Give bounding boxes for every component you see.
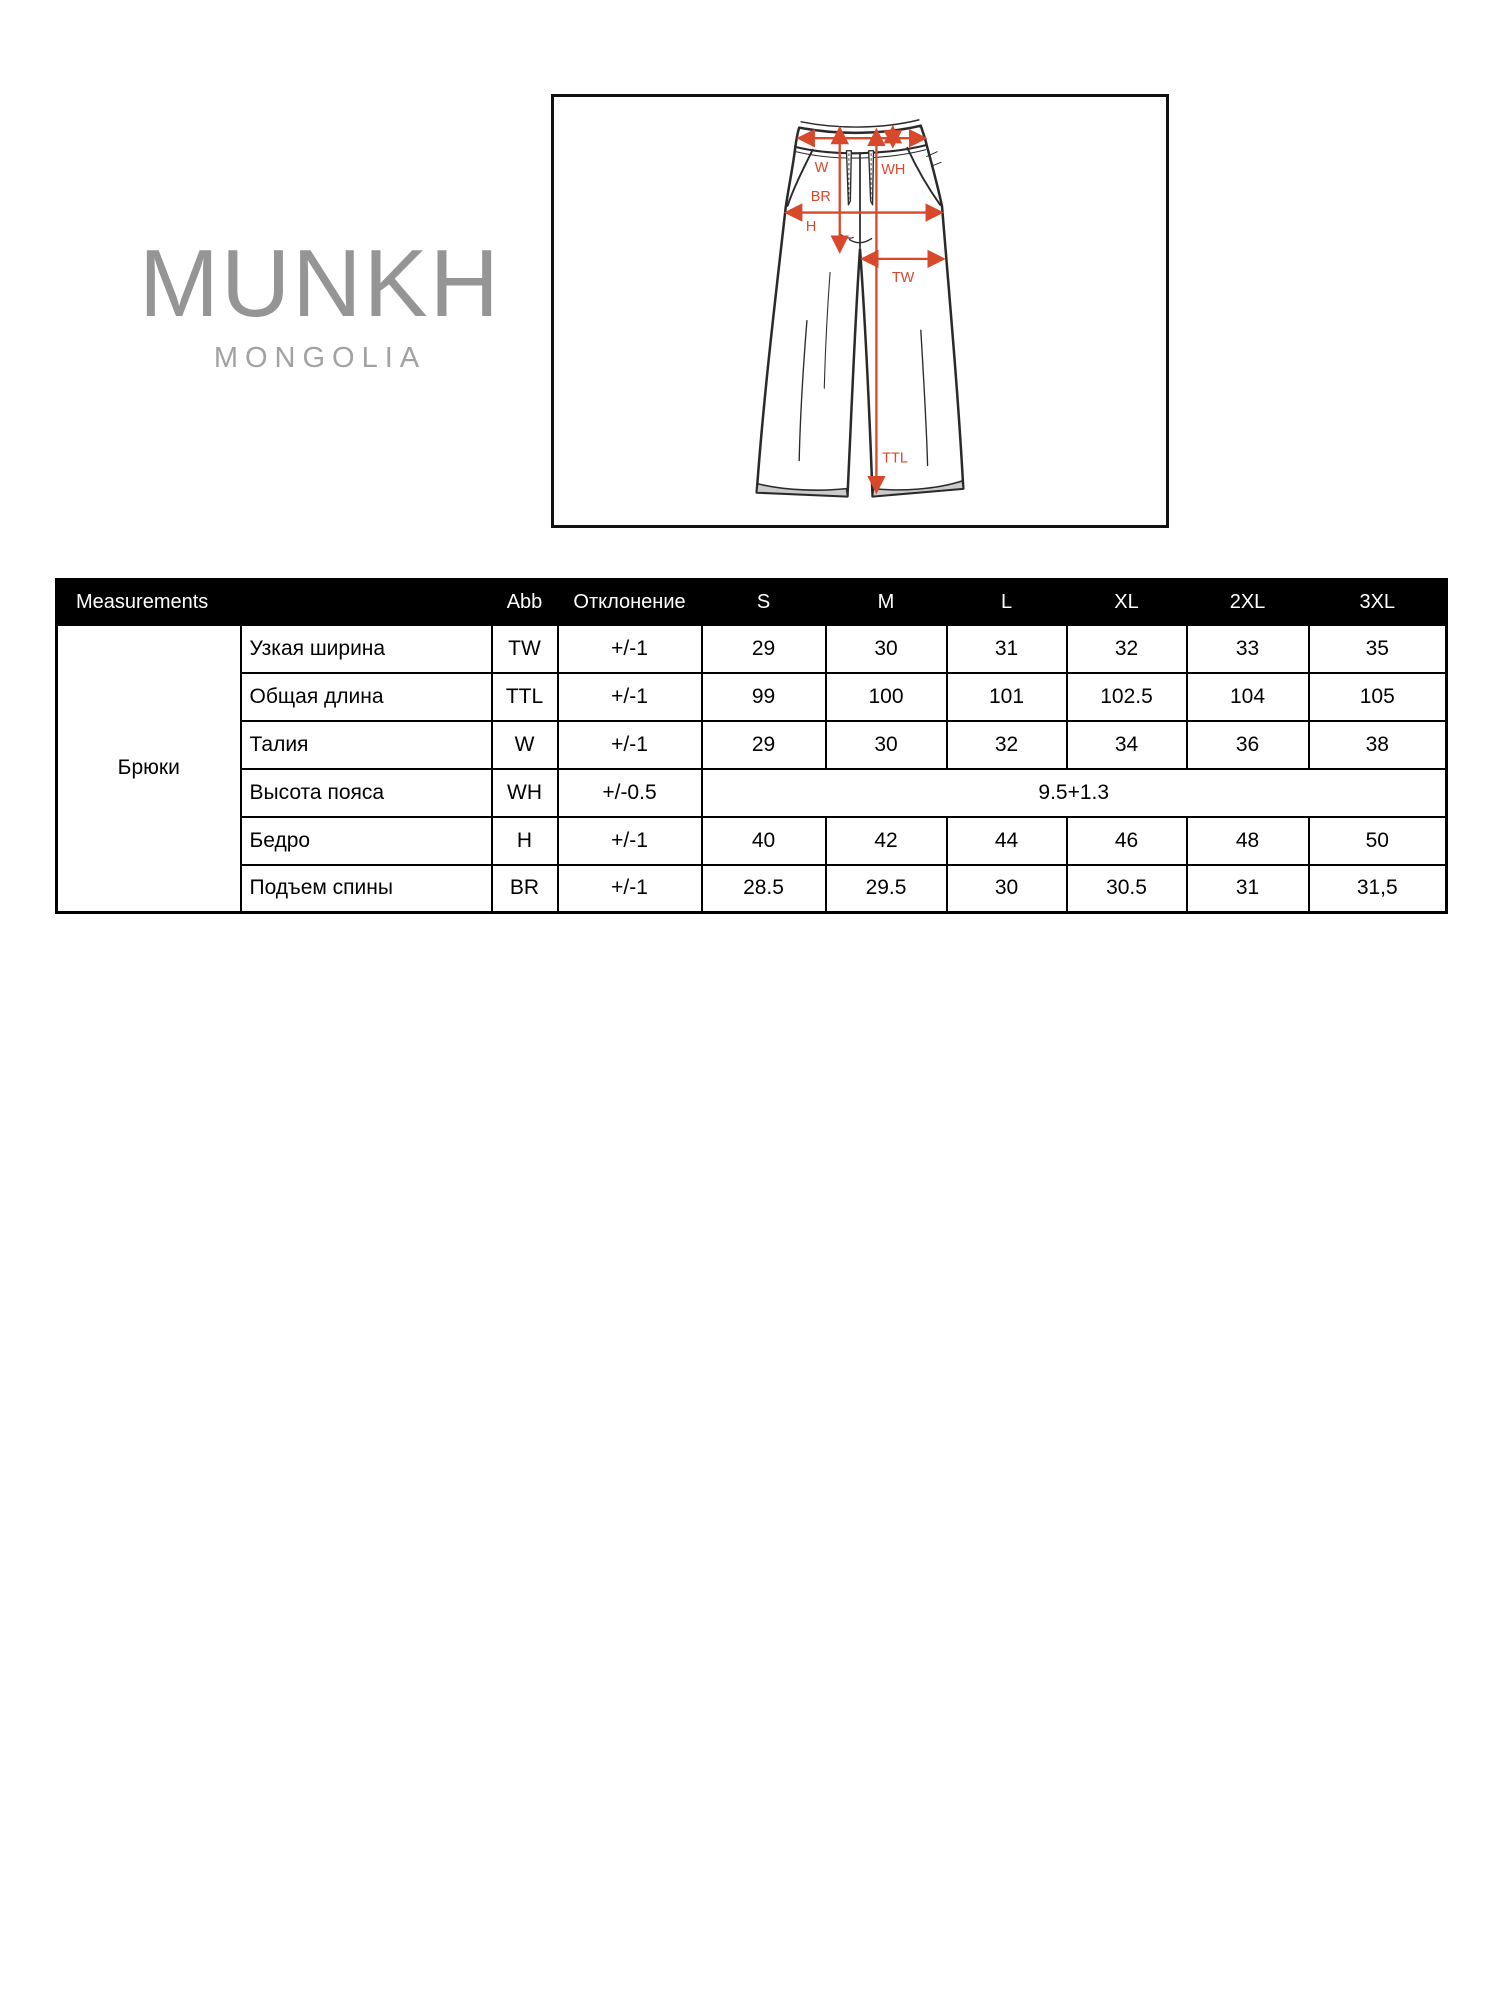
table-row [57,673,1447,721]
value-cell-2xl: 48 [1187,817,1309,865]
label-br: BR [810,188,831,205]
value-cell-l: 101 [947,673,1067,721]
value-cell-m: 30 [826,721,947,769]
header-size-m: M [826,580,947,625]
merged-value-cell: 9.5+1.3 [702,769,1447,817]
value-cell-2xl: 104 [1187,673,1309,721]
table-row [57,625,1447,673]
value-cell-xl: 102.5 [1067,673,1187,721]
deviation-cell: +/-1 [558,817,702,865]
value-cell-2xl: 33 [1187,625,1309,673]
measurement-name-cell: Узкая ширина [241,625,492,673]
value-cell-s: 40 [702,817,826,865]
abb-cell: H [492,817,558,865]
header-size-l: L [947,580,1067,625]
label-h: H [805,218,817,235]
abb-cell: TW [492,625,558,673]
brand-name: MUNKH [139,230,501,337]
pants-outline [757,120,964,496]
value-cell-l: 44 [947,817,1067,865]
pants-diagram-box [551,94,1169,528]
measurement-name-cell: Бедро [241,817,492,865]
label-tw: TW [891,270,915,287]
table-body [57,625,1447,913]
table-row [57,721,1447,769]
value-cell-s: 29 [702,721,826,769]
header-abb: Abb [492,580,558,625]
value-cell-3xl: 105 [1309,673,1447,721]
header-size-s: S [702,580,826,625]
value-cell-3xl: 50 [1309,817,1447,865]
header-deviation: Отклонение [558,580,702,625]
abb-cell: WH [492,769,558,817]
value-cell-xl: 46 [1067,817,1187,865]
value-cell-2xl: 36 [1187,721,1309,769]
value-cell-s: 28.5 [702,865,826,913]
measurement-name-cell: Общая длина [241,673,492,721]
deviation-cell: +/-1 [558,865,702,913]
category-cell: Брюки [57,625,241,913]
label-w: W [814,159,829,176]
value-cell-xl: 30.5 [1067,865,1187,913]
value-cell-3xl: 35 [1309,625,1447,673]
brand-logo [118,230,522,375]
value-cell-l: 30 [947,865,1067,913]
measurement-name-cell: Талия [241,721,492,769]
deviation-cell: +/-1 [558,625,702,673]
abb-cell: TTL [492,673,558,721]
brand-region: MONGOLIA [213,342,427,374]
header-size-2xl: 2XL [1187,580,1309,625]
value-cell-m: 30 [826,625,947,673]
value-cell-s: 29 [702,625,826,673]
value-cell-m: 29.5 [826,865,947,913]
abb-cell: W [492,721,558,769]
measurements-table [55,578,1448,914]
header-measurements: Measurements [57,580,492,625]
deviation-cell: +/-1 [558,721,702,769]
value-cell-2xl: 31 [1187,865,1309,913]
pants-diagram [554,97,1166,525]
label-ttl: TTL [882,450,908,467]
measurement-name-cell: Подъем спины [241,865,492,913]
table-row [57,817,1447,865]
value-cell-3xl: 31,5 [1309,865,1447,913]
header-size-3xl: 3XL [1309,580,1447,625]
table-row [57,769,1447,817]
value-cell-m: 42 [826,817,947,865]
measurement-name-cell: Высота пояса [241,769,492,817]
label-wh: WH [881,161,906,178]
value-cell-l: 32 [947,721,1067,769]
deviation-cell: +/-0.5 [558,769,702,817]
value-cell-xl: 32 [1067,625,1187,673]
waist-top-edge [801,120,919,127]
value-cell-xl: 34 [1067,721,1187,769]
header-size-xl: XL [1067,580,1187,625]
table-head-row [57,580,1447,625]
value-cell-s: 99 [702,673,826,721]
value-cell-m: 100 [826,673,947,721]
value-cell-l: 31 [947,625,1067,673]
abb-cell: BR [492,865,558,913]
deviation-cell: +/-1 [558,673,702,721]
value-cell-3xl: 38 [1309,721,1447,769]
table-row [57,865,1447,913]
